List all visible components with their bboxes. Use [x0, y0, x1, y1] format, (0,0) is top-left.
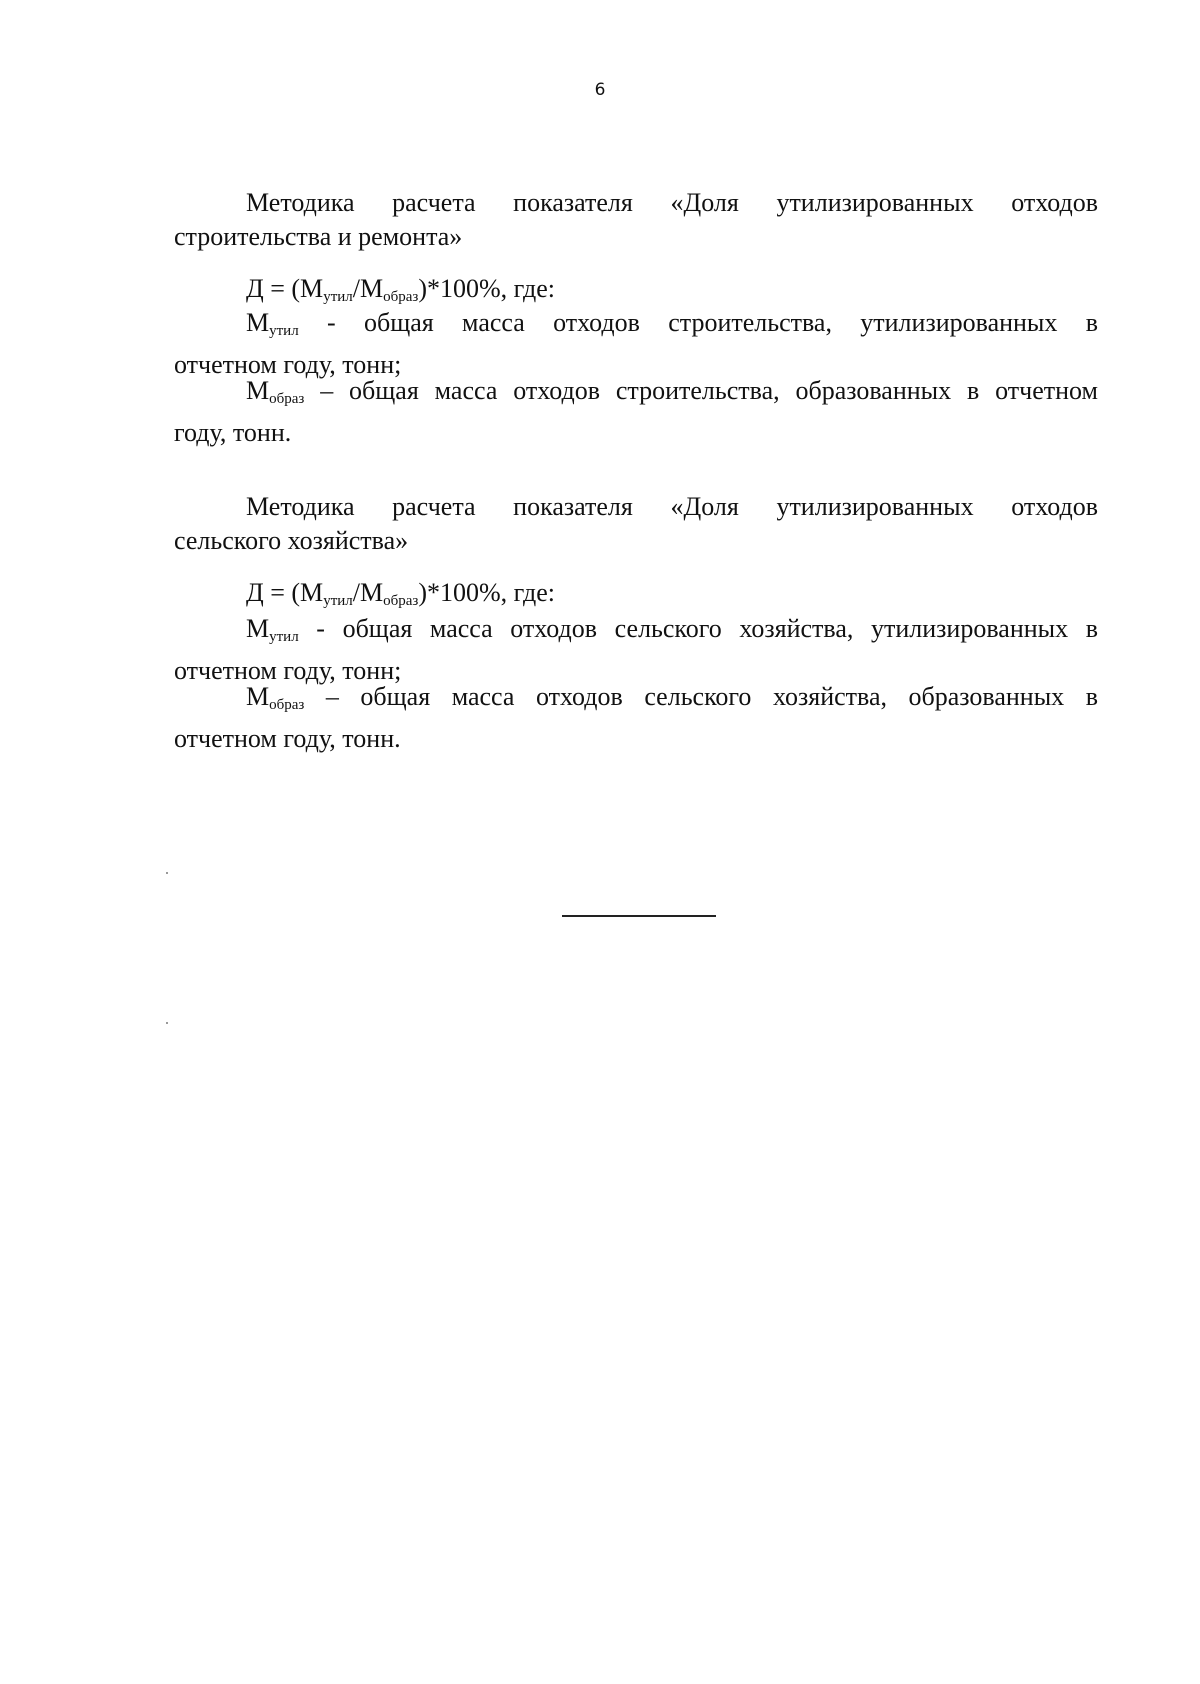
section1-heading: Методика расчета показателя «Доля утилизированных отходов строительства и ремонта»: [174, 188, 1098, 251]
section2-heading: Методика расчета показателя «Доля утилизированных отходов сельского хозяйства»: [174, 492, 1098, 555]
section2-def-mobraz: $M_{образ}$ – общая масса отходов сельского хозяйства, образованных в отчетном году, тонн.: [174, 682, 1098, 753]
scan-speck: [166, 1022, 168, 1024]
scan-speck: [166, 872, 168, 874]
section1-def-mutil: $M_{утил}$ - общая масса отходов строительства, утилизированных в отчетном году, тонн;: [174, 308, 1098, 379]
section2-formula: $Д = (M_{утил}/M_{образ})*100\%$, где:: [246, 578, 556, 609]
section1-def-mobraz: $M_{образ}$ – общая масса отходов строительства, образованных в отчетном году, тонн.: [174, 376, 1098, 447]
section2-def-mutil: $M_{утил}$ - общая масса отходов сельского хозяйства, утилизированных в отчетном году, тонн;: [174, 614, 1098, 685]
section1-formula: $Д = (M_{утил}/M_{образ})*100\%$, где:: [246, 274, 556, 305]
end-divider: [562, 915, 716, 917]
page-number: 6: [594, 80, 606, 100]
